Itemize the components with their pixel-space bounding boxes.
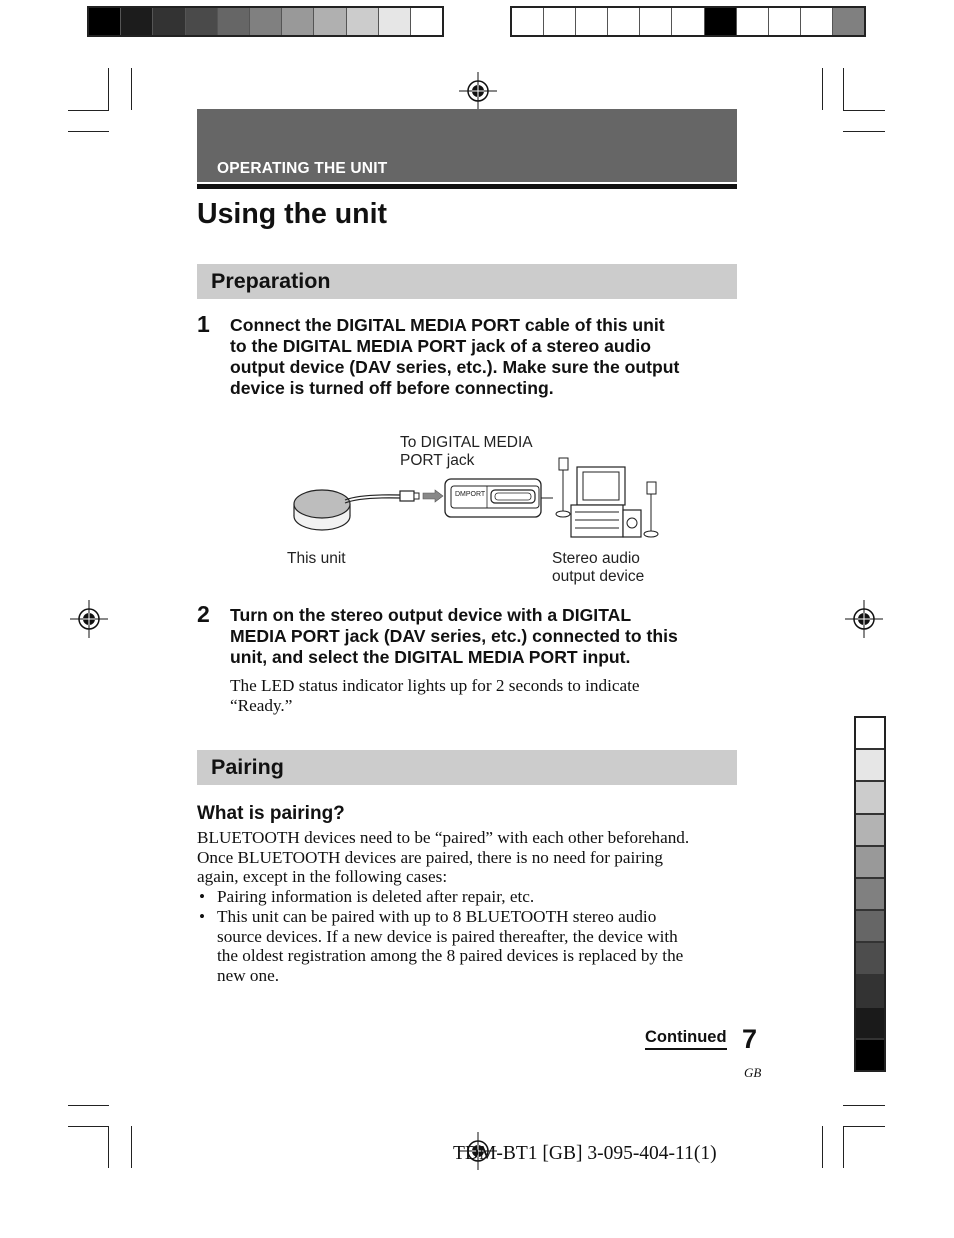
page-number: 7 xyxy=(742,1024,758,1054)
index-tab xyxy=(856,1008,884,1040)
color-swatch xyxy=(411,8,442,35)
color-calibration-bar-right xyxy=(510,6,866,37)
page-title: Using the unit xyxy=(197,198,387,230)
continued-label: Continued xyxy=(645,1028,727,1050)
color-calibration-bar-left xyxy=(87,6,444,37)
color-swatch xyxy=(186,8,218,35)
pairing-intro-line: Once BLUETOOTH devices are paired, there is no need for pairing xyxy=(197,847,663,867)
section-label: OPERATING THE UNIT xyxy=(217,160,388,177)
index-tab xyxy=(856,847,884,879)
step-2-note-line: The LED status indicator lights up for 2 seconds to indicate xyxy=(230,676,640,695)
list-item-line: • This unit can be paired with up to 8 BLUETOOTH stereo audio xyxy=(217,906,657,926)
pairing-bullet-list xyxy=(197,887,757,986)
color-swatch xyxy=(640,8,672,35)
color-swatch xyxy=(218,8,250,35)
step-1-text xyxy=(230,315,750,399)
step-2-number: 2 xyxy=(197,601,210,627)
list-item-line: • Pairing information is deleted after repair, etc. xyxy=(217,887,535,907)
color-swatch xyxy=(801,8,833,35)
color-swatch xyxy=(347,8,379,35)
index-tab xyxy=(856,879,884,911)
color-swatch xyxy=(833,8,864,35)
pairing-intro-line: BLUETOOTH devices need to be “paired” with each other beforehand. xyxy=(197,828,690,847)
connection-diagram xyxy=(285,450,670,550)
step-1-number: 1 xyxy=(197,311,210,337)
color-swatch xyxy=(121,8,153,35)
index-tab xyxy=(856,943,884,975)
port-text: DMPORT xyxy=(455,491,486,498)
step-2-line: MEDIA PORT jack (DAV series, etc.) connected to this xyxy=(230,626,678,646)
preparation-heading xyxy=(197,264,737,299)
list-item xyxy=(197,907,757,986)
device-label xyxy=(552,550,644,586)
pairing-heading-label: Pairing xyxy=(211,755,284,779)
color-swatch xyxy=(282,8,314,35)
index-tab xyxy=(856,976,884,1008)
step-1-line: device is turned off before connecting. xyxy=(230,378,554,398)
color-swatch xyxy=(672,8,704,35)
color-swatch xyxy=(314,8,346,35)
jack-label-line: To DIGITAL MEDIA xyxy=(400,434,533,451)
index-tab xyxy=(856,718,884,750)
index-tab xyxy=(856,782,884,814)
index-tab xyxy=(856,750,884,782)
list-item xyxy=(197,887,757,907)
pairing-intro-line: again, except in the following cases: xyxy=(197,867,448,887)
color-swatch xyxy=(250,8,282,35)
list-item-line: the oldest registration among the 8 paired devices is replaced by the xyxy=(217,946,684,966)
step-1-line: Connect the DIGITAL MEDIA PORT cable of this unit xyxy=(230,315,665,335)
registration-mark-icon xyxy=(459,72,497,110)
page-language: GB xyxy=(744,1065,762,1080)
registration-mark-icon xyxy=(70,600,108,638)
pairing-body xyxy=(197,828,757,986)
document-code: TDM-BT1 [GB] 3-095-404-11(1) xyxy=(453,1143,717,1164)
header-rule xyxy=(197,184,737,189)
step-2-line: unit, and select the DIGITAL MEDIA PORT input. xyxy=(230,647,631,667)
color-swatch xyxy=(89,8,121,35)
step-1-line: output device (DAV series, etc.). Make sure the output xyxy=(230,357,680,377)
step-1-line: to the DIGITAL MEDIA PORT jack of a stereo audio xyxy=(230,336,651,356)
step-2-line: Turn on the stereo output device with a DIGITAL xyxy=(230,605,632,625)
color-swatch xyxy=(379,8,411,35)
registration-mark-icon xyxy=(845,600,883,638)
color-swatch xyxy=(512,8,544,35)
index-tab xyxy=(856,815,884,847)
device-label-line: output device xyxy=(552,568,645,585)
index-tab xyxy=(856,1040,884,1070)
step-2-note xyxy=(230,676,750,715)
side-index-tabs xyxy=(854,716,886,1072)
color-swatch xyxy=(737,8,769,35)
unit-illustration xyxy=(294,490,350,530)
step-2-text xyxy=(230,605,750,668)
index-tab xyxy=(856,911,884,943)
preparation-heading-label: Preparation xyxy=(211,269,331,293)
color-swatch xyxy=(576,8,608,35)
unit-label: This unit xyxy=(287,550,346,567)
device-label-line: Stereo audio xyxy=(552,550,640,567)
color-swatch xyxy=(153,8,185,35)
list-item-line: new one. xyxy=(217,965,280,985)
color-swatch xyxy=(769,8,801,35)
pairing-heading xyxy=(197,750,737,785)
color-swatch xyxy=(705,8,737,35)
jack-label-line: PORT jack xyxy=(400,452,475,469)
list-item-line: source devices. If a new device is paired thereafter, the device with xyxy=(217,926,678,946)
step-2-note-line: “Ready.” xyxy=(230,695,293,715)
color-swatch xyxy=(544,8,576,35)
what-is-pairing-heading: What is pairing? xyxy=(197,803,345,824)
stereo-system-illustration xyxy=(556,458,658,537)
color-swatch xyxy=(608,8,640,35)
